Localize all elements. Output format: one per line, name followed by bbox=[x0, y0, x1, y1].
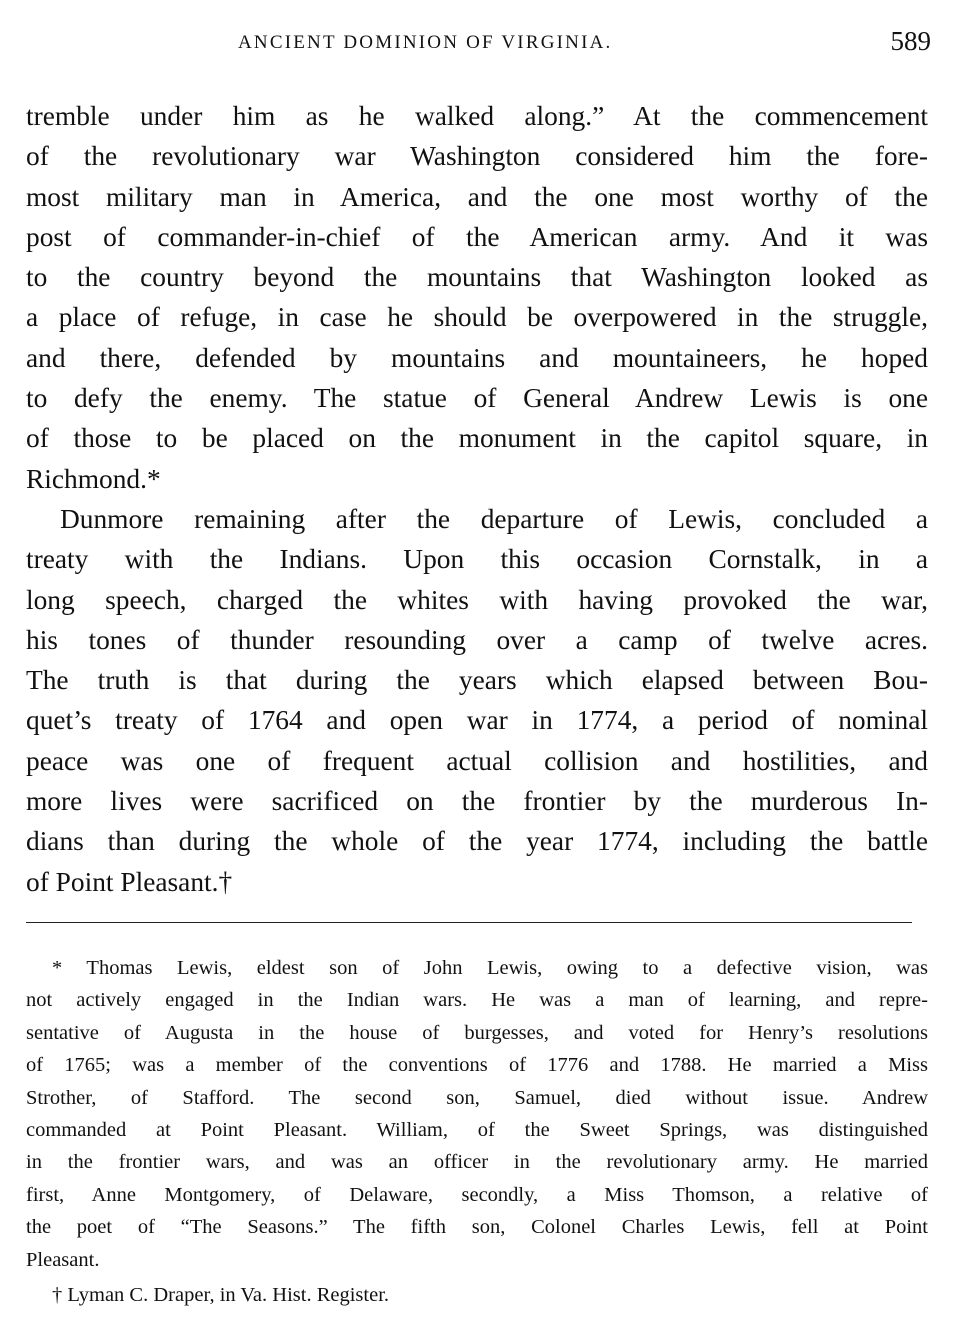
running-header bbox=[0, 26, 969, 60]
text-line: to defy the enemy. The statue of General Andrew Lewis is one bbox=[26, 383, 928, 414]
running-title: ANCIENT DOMINION OF VIRGINIA. bbox=[238, 32, 613, 53]
paragraph-2 bbox=[26, 499, 928, 902]
footnote-divider bbox=[26, 922, 912, 923]
footnote-line: first, Anne Montgomery, of Delaware, secondly, a Miss Thomson, a relative of bbox=[26, 1183, 928, 1206]
text-line: to the country beyond the mountains that Washington looked as bbox=[26, 262, 928, 293]
footnote-asterisk bbox=[26, 952, 928, 1276]
footnote-dagger bbox=[26, 1279, 928, 1311]
text-line: long speech, charged the whites with having provoked the war, bbox=[26, 584, 928, 615]
text-line: Richmond.* bbox=[26, 463, 161, 494]
text-line: most military man in America, and the one most worthy of the bbox=[26, 181, 928, 212]
text-line: his tones of thunder resounding over a camp of twelve acres. bbox=[26, 624, 928, 655]
text-line: dians than during the whole of the year 1774, including the battle bbox=[26, 826, 928, 857]
footnote-line: Pleasant. bbox=[26, 1248, 100, 1271]
text-line: a place of refuge, in case he should be overpowered in the struggle, bbox=[26, 302, 928, 333]
text-line: quet’s treaty of 1764 and open war in 1774, a period of nominal bbox=[26, 705, 928, 736]
text-line: treaty with the Indians. Upon this occasion Cornstalk, in a bbox=[26, 544, 928, 575]
footnote-line: in the frontier wars, and was an officer in the revolutionary army. He married bbox=[26, 1151, 928, 1174]
footnote-line: sentative of Augusta in the house of burgesses, and voted for Henry’s resolutions bbox=[26, 1021, 928, 1044]
footnote-line: of 1765; was a member of the conventions of 1776 and 1788. He married a Miss bbox=[26, 1054, 928, 1077]
text-line: tremble under him as he walked along.” At the commencement bbox=[26, 101, 928, 131]
text-line: post of commander-in-chief of the American army. And it was bbox=[26, 221, 928, 252]
footnote-line: Strother, of Stafford. The second son, Samuel, died without issue. Andrew bbox=[26, 1086, 928, 1109]
paragraph-1 bbox=[26, 96, 928, 499]
footnotes bbox=[26, 952, 928, 1311]
footnote-line: commanded at Point Pleasant. William, of the Sweet Springs, was distinguished bbox=[26, 1118, 928, 1141]
text-line: more lives were sacrificed on the frontier by the murderous In- bbox=[26, 786, 928, 817]
text-line: and there, defended by mountains and mountaineers, he hoped bbox=[26, 342, 928, 373]
text-line: peace was one of frequent actual collision and hostilities, and bbox=[26, 745, 928, 776]
text-line: The truth is that during the years which elapsed between Bou- bbox=[26, 665, 928, 696]
footnote-line: not actively engaged in the Indian wars. He was a man of learning, and repre- bbox=[26, 989, 928, 1012]
text-line: of those to be placed on the monument in the capitol square, in bbox=[26, 423, 928, 454]
main-text bbox=[26, 96, 928, 902]
text-line: Dunmore remaining after the departure of Lewis, concluded a bbox=[60, 503, 928, 534]
text-line: of the revolutionary war Washington considered him the fore- bbox=[26, 141, 928, 172]
footnote-line: the poet of “The Seasons.” The fifth son, Colonel Charles Lewis, fell at Point bbox=[26, 1216, 928, 1239]
page-number: 589 bbox=[890, 26, 931, 56]
footnote-line: * Thomas Lewis, eldest son of John Lewis, owing to a defective vision, was bbox=[52, 957, 928, 979]
text-line: of Point Pleasant.† bbox=[26, 866, 233, 897]
footnote-line: † Lyman C. Draper, in Va. Hist. Register. bbox=[52, 1283, 390, 1306]
